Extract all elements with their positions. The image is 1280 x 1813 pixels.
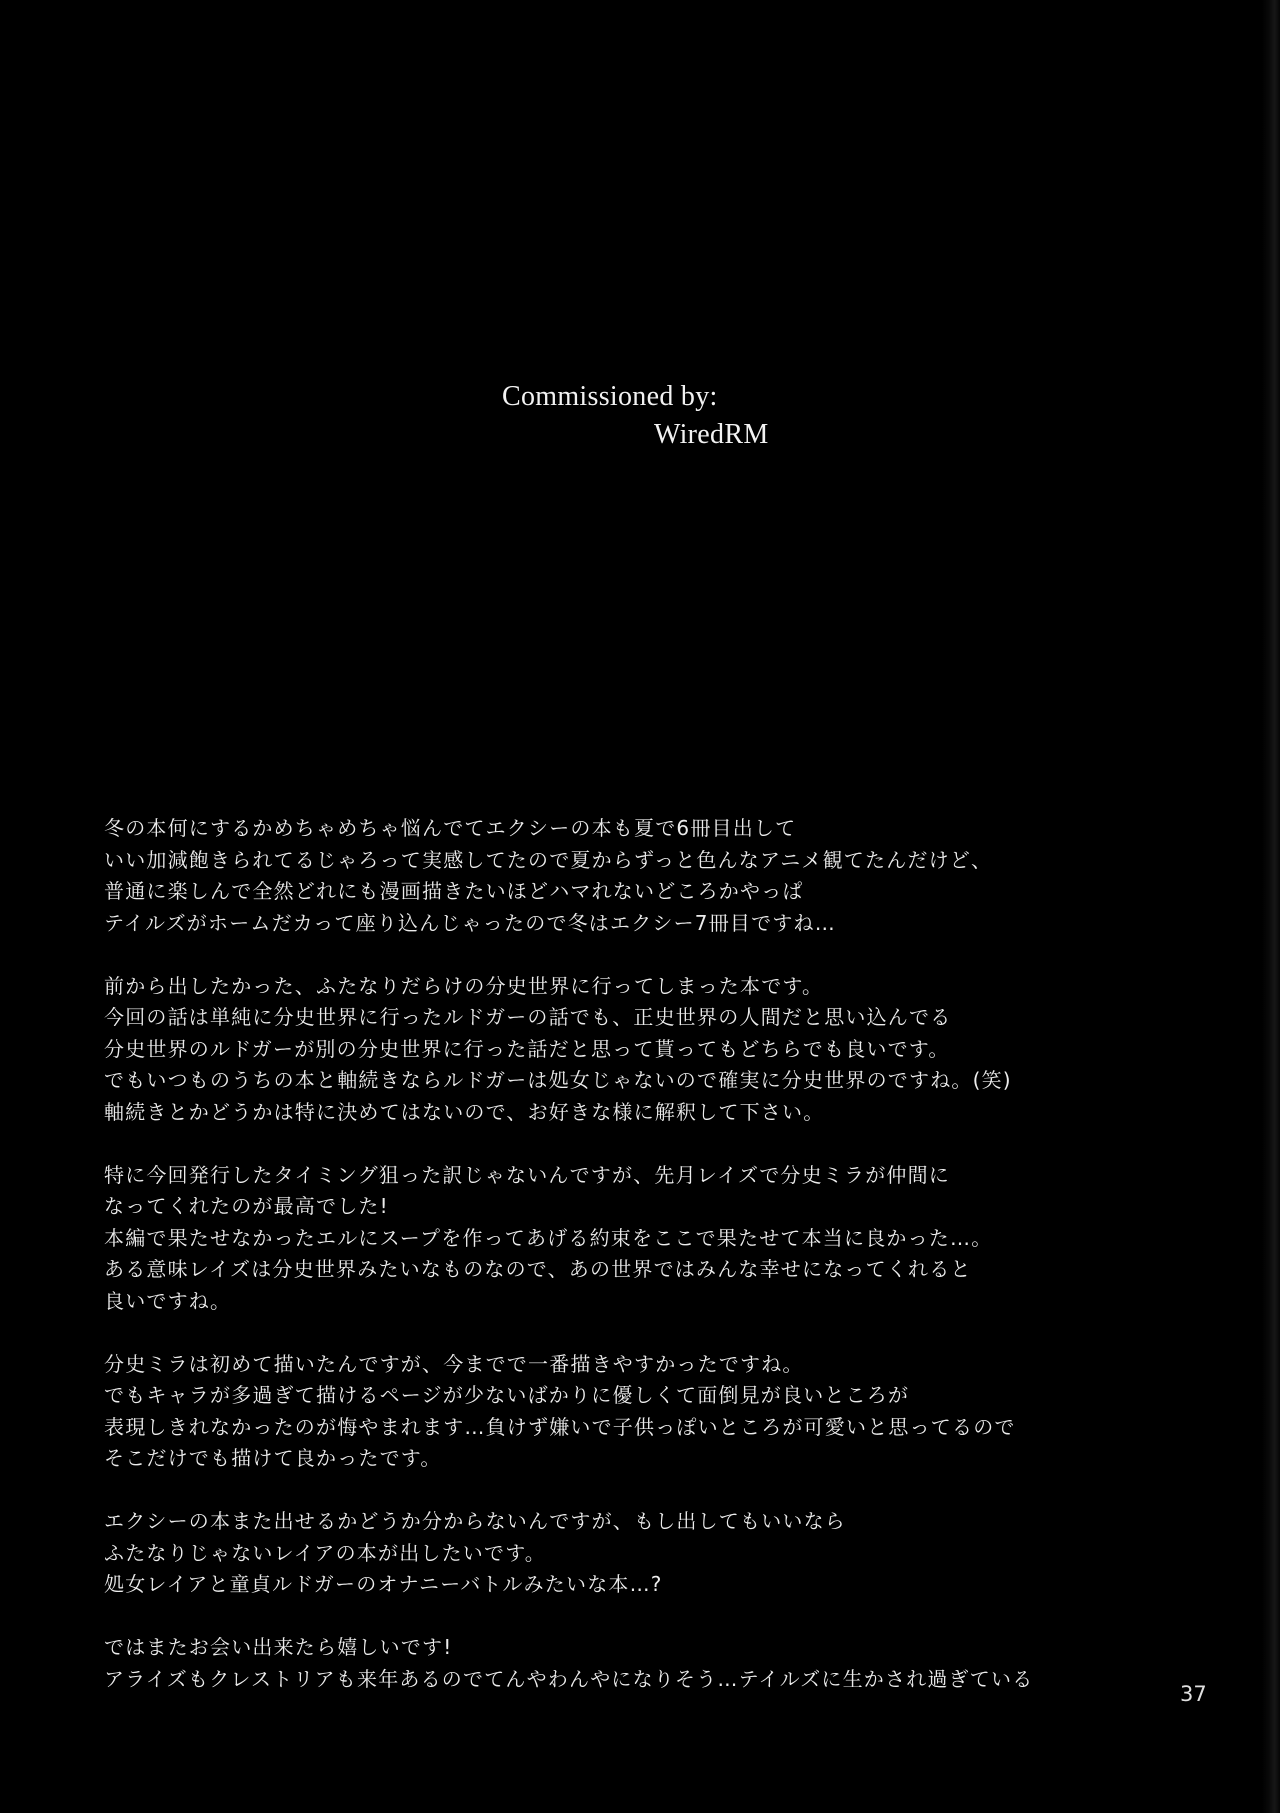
afterword-line: でもいつものうちの本と軸続きならルドガーは処女じゃないので確実に分史世界のですね。(笑) (104, 1068, 1012, 1092)
afterword-paragraph (104, 1506, 964, 1601)
afterword-line: 分史世界のルドガーが別の分史世界に行った話だと思って貰ってもどちらでも良いです。 (104, 1036, 950, 1061)
afterword-paragraph (104, 971, 1012, 1129)
commission-label: Commissioned by: (502, 381, 718, 412)
commissioner-name: WiredRM (654, 419, 769, 450)
afterword-line: 処女レイアと童貞ルドガーのオナニーバトルみたいな本…? (104, 1572, 663, 1596)
afterword-line: 良いですね。 (104, 1288, 232, 1313)
afterword-line: なってくれたのが最高でした! (104, 1194, 389, 1218)
commission-credit (502, 378, 769, 454)
afterword-line: 本編で果たせなかったエルにスープを作ってあげる約束をここで果たせて本当に良かった…。 (104, 1225, 993, 1250)
page-number: 37 (1180, 1682, 1207, 1706)
afterword-paragraph (104, 1632, 1034, 1695)
afterword-line: いい加減飽きられてるじゃろって実感してたので夏からずっと色んなアニメ観てたんだけど、 (104, 847, 993, 872)
afterword-line: でもキャラが多過ぎて描けるページが少ないばかりに優しくて面倒見が良いところが (104, 1383, 910, 1407)
afterword-line: 分史ミラは初めて描いたんですが、今までで一番描きやすかったですね。 (104, 1351, 804, 1376)
afterword-line: 特に今回発行したタイミング狙った訳じゃないんですが、先月レイズで分史ミラが仲間に (104, 1162, 950, 1187)
afterword-paragraph (104, 813, 993, 939)
afterword-line: 今回の話は単純に分史世界に行ったルドガーの話でも、正史世界の人間だと思い込んでる (104, 1005, 952, 1029)
page-edge-scan-wear (1262, 0, 1280, 1813)
afterword-line: ではまたお会い出来たら嬉しいです! (104, 1635, 453, 1659)
afterword-line: アライズもクレストリアも来年あるのでてんやわんやになりそう…テイルズに生かされ過ぎている (104, 1666, 1034, 1691)
afterword-line: テイルズがホームだカって座り込んじゃったので冬はエクシー7冊目ですね… (104, 910, 836, 935)
afterword-line: 軸続きとかどうかは特に決めてはないので、お好きな様に解釈して下さい。 (104, 1099, 825, 1124)
afterword-line: エクシーの本また出せるかどうか分からないんですが、もし出してもいいなら (104, 1509, 846, 1533)
afterword-paragraph (104, 1160, 993, 1318)
afterword-line: ある意味レイズは分史世界みたいなものなので、あの世界ではみんな幸せになってくれると (104, 1257, 972, 1281)
afterword-text (104, 813, 1034, 1695)
afterword-paragraph (104, 1349, 1016, 1475)
afterword-line: ふたなりじゃないレイアの本が出したいです。 (104, 1540, 546, 1565)
afterword-line: 冬の本何にするかめちゃめちゃ悩んでてエクシーの本も夏で6冊目出して (104, 816, 797, 840)
afterword-line: 表現しきれなかったのが悔やまれます…負けず嫌いで子供っぽいところが可愛いと思ってるので (104, 1414, 1016, 1439)
afterword-line: そこだけでも描けて良かったです。 (104, 1446, 442, 1470)
afterword-line: 普通に楽しんで全然どれにも漫画描きたいほどハマれないどころかやっぱ (104, 879, 804, 903)
afterword-line: 前から出したかった、ふたなりだらけの分史世界に行ってしまった本です。 (104, 973, 824, 998)
